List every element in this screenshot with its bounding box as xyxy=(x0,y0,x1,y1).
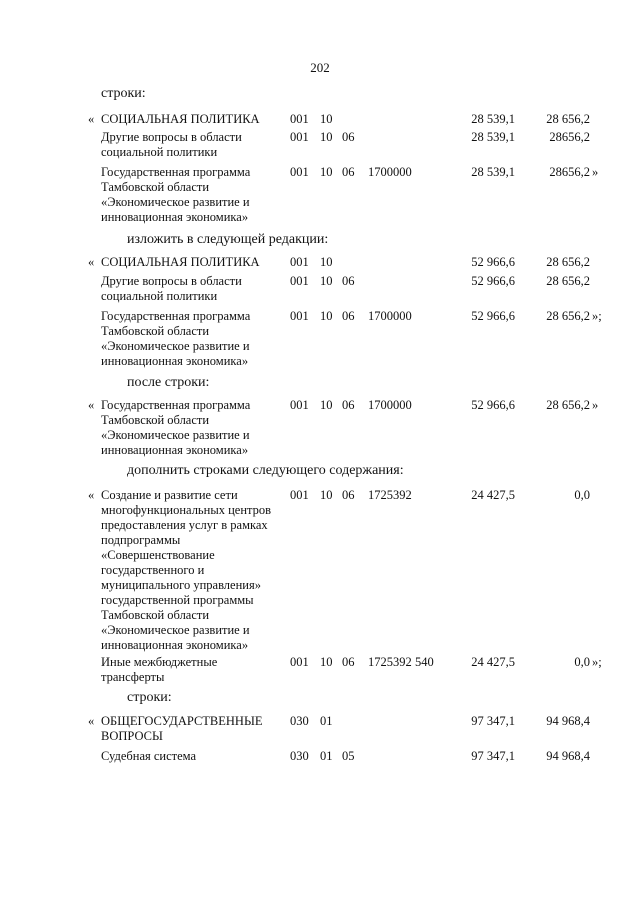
code-ministry: 030 xyxy=(290,714,309,728)
code-section: 10 xyxy=(320,255,333,269)
open-quote: « xyxy=(88,488,95,502)
amount-year-1: 52 966,6 xyxy=(471,309,515,323)
code-ministry: 001 xyxy=(290,655,309,669)
section-heading: строки: xyxy=(101,86,146,101)
close-quote: »; xyxy=(592,309,602,323)
code-ministry: 001 xyxy=(290,309,309,323)
code-ministry: 001 xyxy=(290,165,309,179)
code-section: 10 xyxy=(320,130,333,144)
code-subsection: 06 xyxy=(342,398,355,412)
section-heading: после строки: xyxy=(127,375,210,390)
row-name: Государственная программа Тамбовской области «Экономическое развитие и инновационная экономика» xyxy=(101,165,251,224)
row-name: Другие вопросы в области социальной политики xyxy=(101,130,242,159)
code-ministry: 030 xyxy=(290,749,309,763)
code-target: 1700000 xyxy=(368,398,412,412)
open-quote: « xyxy=(88,112,95,126)
amount-year-1: 52 966,6 xyxy=(471,274,515,288)
code-subsection: 06 xyxy=(342,309,355,323)
code-target: 1725392 xyxy=(368,655,412,669)
code-subsection: 06 xyxy=(342,488,355,502)
code-expense-type: 540 xyxy=(415,655,434,669)
row-name: СОЦИАЛЬНАЯ ПОЛИТИКА xyxy=(101,112,260,126)
code-section: 01 xyxy=(320,714,333,728)
code-target: 1700000 xyxy=(368,165,412,179)
close-quote: » xyxy=(592,398,599,412)
code-section: 10 xyxy=(320,655,333,669)
row-name: Государственная программа Тамбовской области «Экономическое развитие и инновационная экономика» xyxy=(101,309,251,368)
amount-year-1: 28 539,1 xyxy=(471,130,515,144)
amount-year-1: 24 427,5 xyxy=(471,488,515,502)
row-name: Государственная программа Тамбовской области «Экономическое развитие и инновационная экономика» xyxy=(101,398,251,457)
page-number: 202 xyxy=(310,60,330,75)
section-heading: дополнить строками следующего содержания: xyxy=(127,463,404,478)
amount-year-2: 28 656,2 xyxy=(546,274,590,288)
close-quote: »; xyxy=(592,655,602,669)
code-ministry: 001 xyxy=(290,488,309,502)
code-target: 1725392 xyxy=(368,488,412,502)
code-ministry: 001 xyxy=(290,398,309,412)
amount-year-2: 94 968,4 xyxy=(546,749,590,763)
code-section: 10 xyxy=(320,398,333,412)
amount-year-1: 52 966,6 xyxy=(471,398,515,412)
amount-year-2: 28 656,2 xyxy=(546,309,590,323)
row-name: СОЦИАЛЬНАЯ ПОЛИТИКА xyxy=(101,255,260,269)
amount-year-2: 28 656,2 xyxy=(546,255,590,269)
open-quote: « xyxy=(88,398,95,412)
row-name: ОБЩЕГОСУДАРСТВЕННЫЕ ВОПРОСЫ xyxy=(101,714,263,743)
amount-year-2: 28656,2 xyxy=(549,165,590,179)
code-subsection: 06 xyxy=(342,165,355,179)
amount-year-2: 0,0 xyxy=(574,655,590,669)
code-section: 10 xyxy=(320,488,333,502)
row-name: Судебная система xyxy=(101,749,197,763)
amount-year-1: 97 347,1 xyxy=(471,714,515,728)
amount-year-2: 0,0 xyxy=(574,488,590,502)
code-subsection: 06 xyxy=(342,655,355,669)
code-section: 10 xyxy=(320,112,333,126)
code-subsection: 06 xyxy=(342,274,355,288)
row-name: Другие вопросы в области социальной политики xyxy=(101,274,242,303)
code-ministry: 001 xyxy=(290,112,309,126)
row-name: Иные межбюджетные трансферты xyxy=(101,655,218,684)
open-quote: « xyxy=(88,714,95,728)
code-section: 01 xyxy=(320,749,333,763)
row-name: Создание и развитие сети многофункциональных центров предоставления услуг в рамках подпрограммы «Совершенствование государственного и муниципального управления» государственной программы Тамбовской области «Экономическое развитие и инновационная экономика» xyxy=(101,488,272,652)
amount-year-1: 28 539,1 xyxy=(471,112,515,126)
amount-year-1: 28 539,1 xyxy=(471,165,515,179)
code-section: 10 xyxy=(320,165,333,179)
amount-year-2: 28 656,2 xyxy=(546,112,590,126)
code-target: 1700000 xyxy=(368,309,412,323)
code-ministry: 001 xyxy=(290,130,309,144)
code-ministry: 001 xyxy=(290,255,309,269)
amount-year-1: 52 966,6 xyxy=(471,255,515,269)
code-subsection: 05 xyxy=(342,749,355,763)
section-heading: изложить в следующей редакции: xyxy=(127,232,329,247)
code-section: 10 xyxy=(320,309,333,323)
close-quote: » xyxy=(592,165,599,179)
amount-year-2: 94 968,4 xyxy=(546,714,590,728)
code-section: 10 xyxy=(320,274,333,288)
amount-year-1: 97 347,1 xyxy=(471,749,515,763)
code-subsection: 06 xyxy=(342,130,355,144)
amount-year-2: 28 656,2 xyxy=(546,398,590,412)
code-ministry: 001 xyxy=(290,274,309,288)
amount-year-2: 28656,2 xyxy=(549,130,590,144)
section-heading: строки: xyxy=(127,690,172,705)
amount-year-1: 24 427,5 xyxy=(471,655,515,669)
open-quote: « xyxy=(88,255,95,269)
